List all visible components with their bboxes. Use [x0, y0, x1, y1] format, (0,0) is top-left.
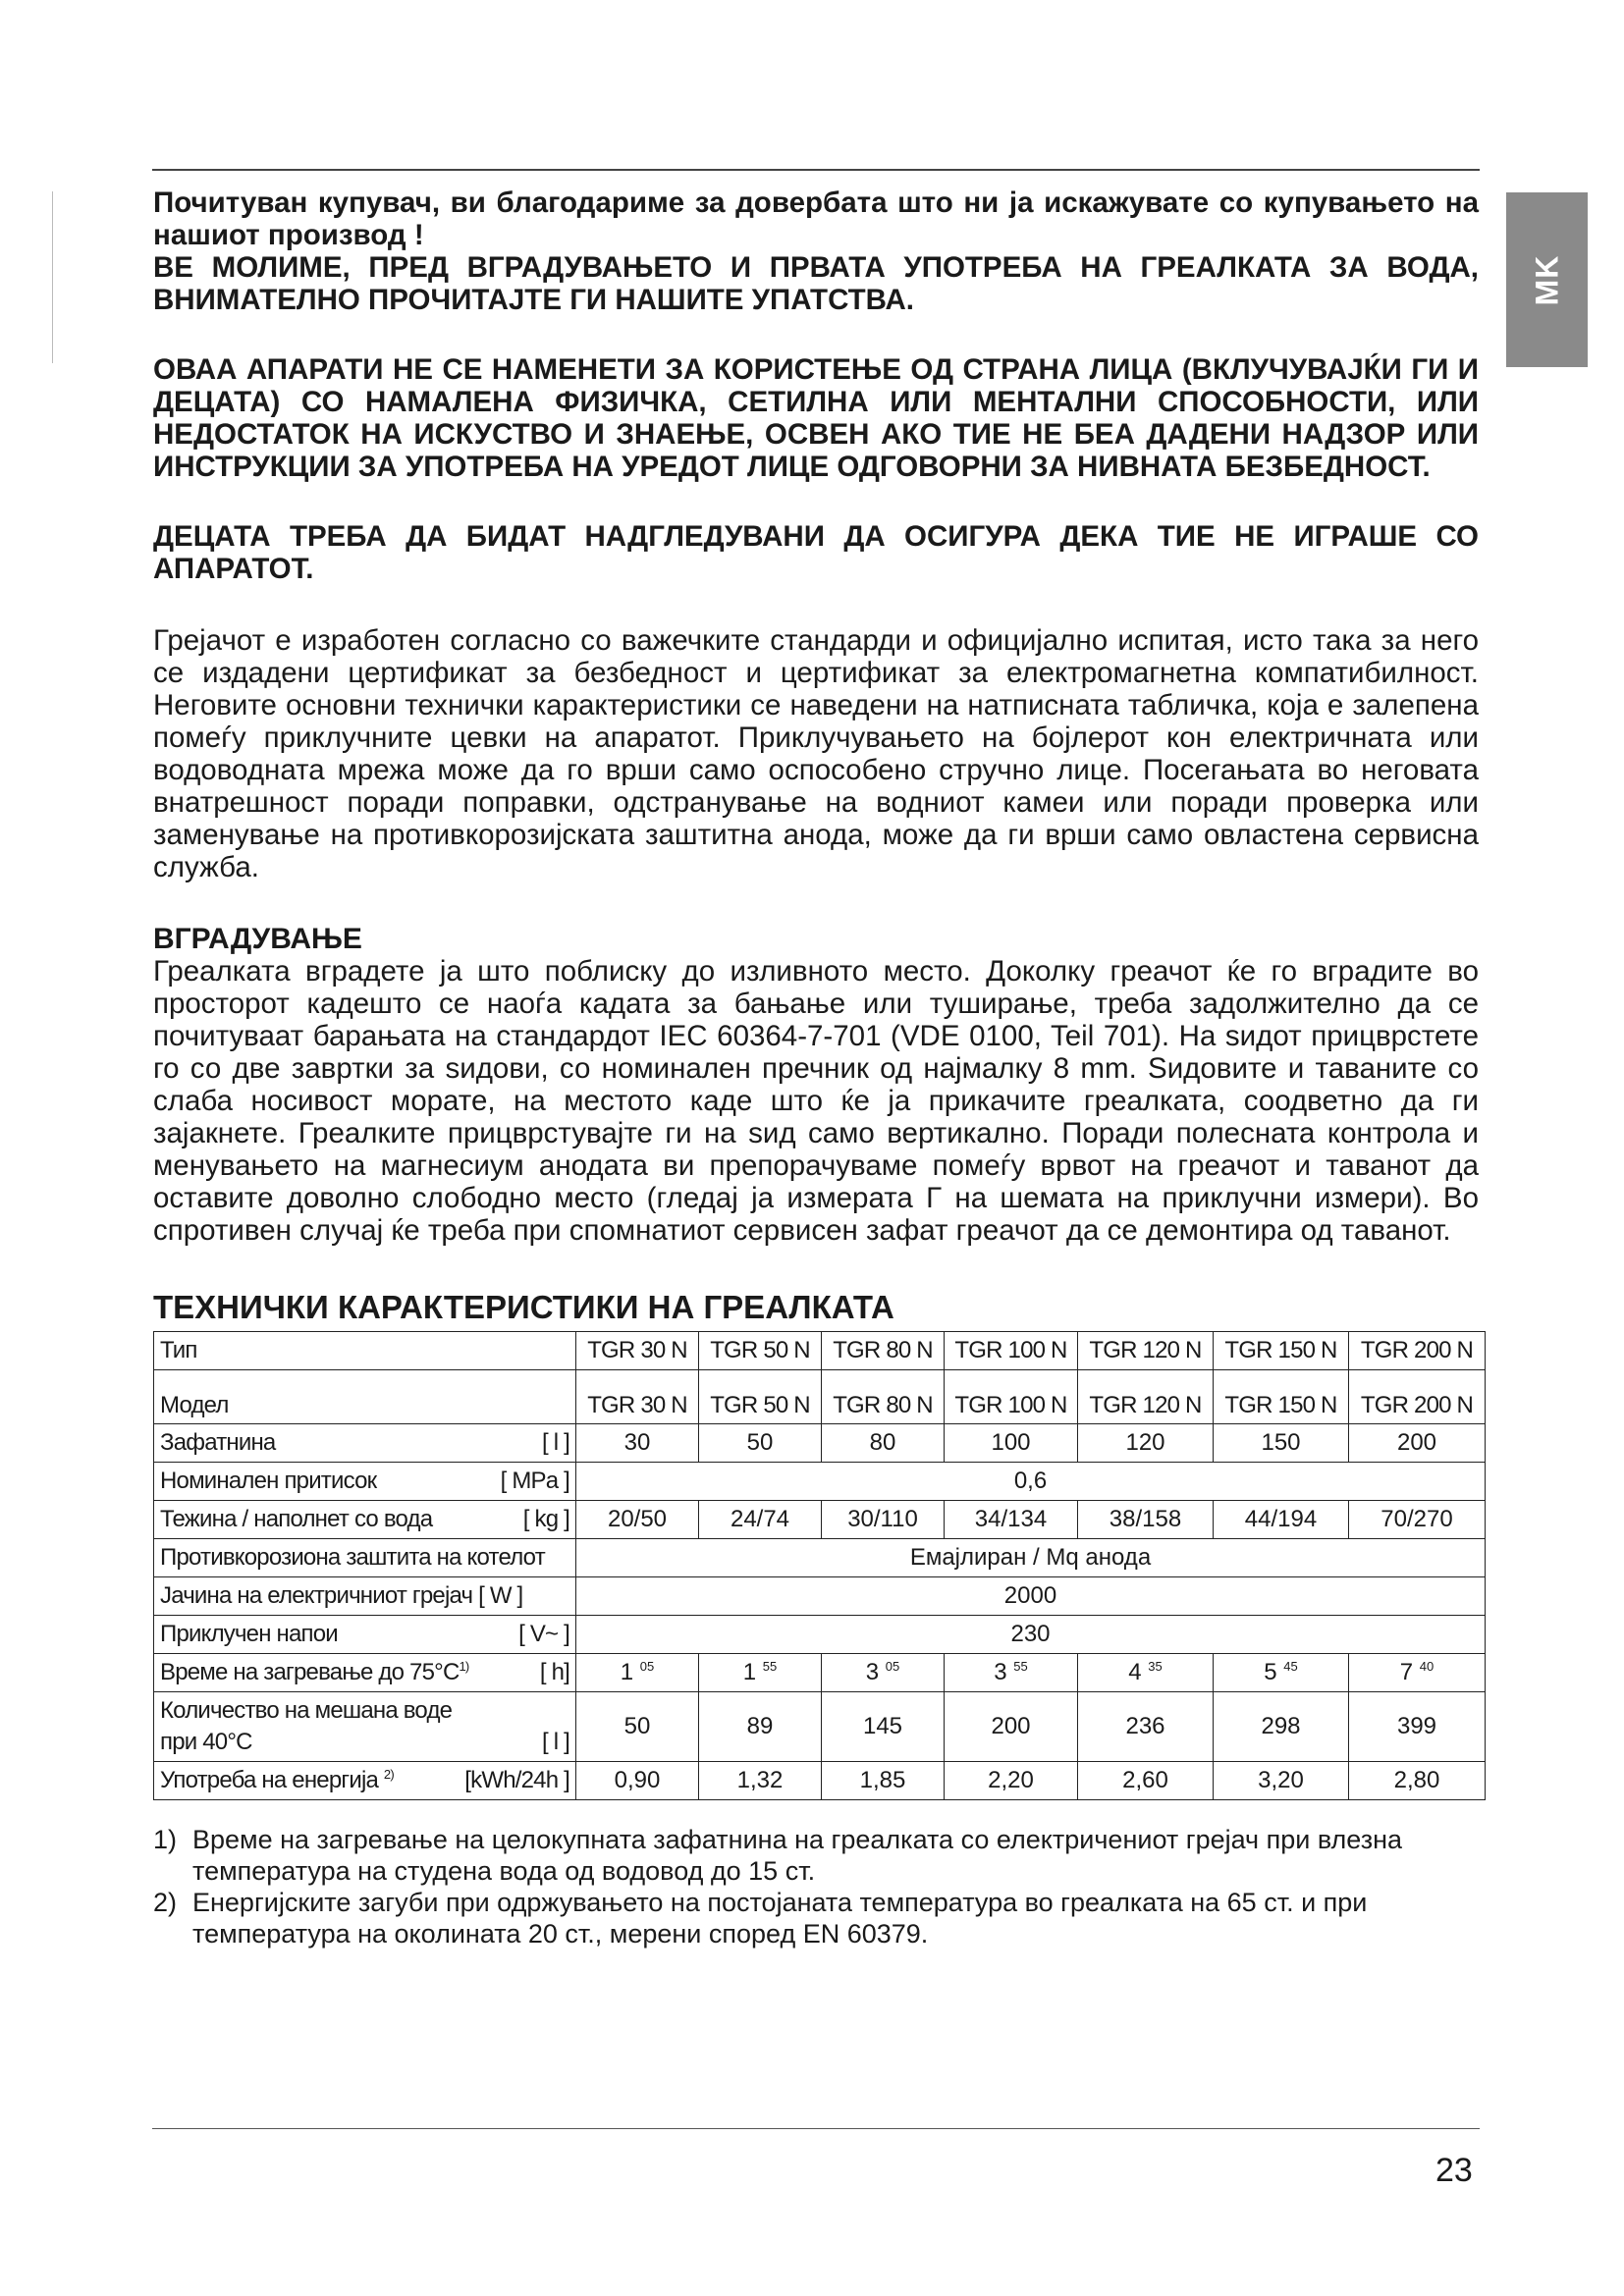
weight-cell: 34/134	[945, 1501, 1078, 1539]
weight-cell: 30/110	[822, 1501, 945, 1539]
heating-time-cell: 3 $^{05}$	[822, 1654, 945, 1692]
volume-label-cell	[154, 1424, 576, 1463]
model-cell: TGR 30 N	[576, 1370, 699, 1424]
mixed-water-cell: 399	[1349, 1692, 1486, 1762]
children-warning: ДЕЦАТА ТРЕБА ДА БИДАТ НАДГЛЕДУВАНИ ДА ОСИГУРА ДЕКА ТИЕ НЕ ИГРАШЕ СО АПАРАТОТ.	[153, 520, 1479, 585]
footnote-number: 2)	[153, 1888, 178, 1917]
mixed-water-label: Количество на мешана воде	[160, 1697, 453, 1724]
model-cell: TGR 200 N	[1349, 1370, 1486, 1424]
page-content	[153, 187, 1479, 1949]
corrosion-value: Емајлиран / Mq анода	[576, 1539, 1486, 1577]
energy-cell: 1,32	[699, 1762, 822, 1800]
table-row-type	[154, 1332, 1486, 1370]
pressure-label-cell	[154, 1463, 576, 1501]
table-row-volume	[154, 1424, 1486, 1463]
energy-cell: 1,85	[822, 1762, 945, 1800]
heater-power-label: Јачина на електричниот грејач [ W ]	[154, 1577, 576, 1616]
model-cell: TGR 50 N	[699, 1370, 822, 1424]
energy-note-mark: 2)	[383, 1767, 394, 1782]
energy-cell: 3,20	[1214, 1762, 1349, 1800]
volume-cell: 120	[1078, 1424, 1214, 1463]
page-number: 23	[1435, 2152, 1473, 2189]
specs-table	[153, 1331, 1486, 1800]
installation-heading: ВГРАДУВАЊЕ	[153, 923, 362, 955]
weight-cell: 38/158	[1078, 1501, 1214, 1539]
weight-label: Тежина / наполнет со вода	[160, 1506, 433, 1532]
energy-label: Употреба на енергија	[160, 1767, 379, 1793]
heating-time-cell: 3 $^{55}$	[945, 1654, 1078, 1692]
type-cell: TGR 150 N	[1214, 1332, 1349, 1370]
weight-cell: 24/74	[699, 1501, 822, 1539]
heating-time-cell: 1 $^{55}$	[699, 1654, 822, 1692]
language-tab	[1506, 192, 1588, 367]
volume-cell: 200	[1349, 1424, 1486, 1463]
heating-time-note-mark: 1)	[459, 1659, 469, 1674]
pressure-value: 0,6	[576, 1463, 1486, 1501]
mixed-water-temp: при 40°C	[160, 1729, 252, 1755]
pressure-label: Номинален притисок	[160, 1468, 377, 1494]
heating-time-cell: 5 $^{45}$	[1214, 1654, 1349, 1692]
volume-cell: 80	[822, 1424, 945, 1463]
pressure-unit: [ MPa ]	[500, 1468, 569, 1494]
safety-warning: ОВАА АПАРАТИ НЕ СЕ НАМЕНЕТИ ЗА КОРИСТЕЊЕ ОД СТРАНА ЛИЦА (ВКЛУЧУВАЈЌИ ГИ И ДЕЦАТА) СО НАМАЛЕНА ФИЗИЧКА, СЕТИЛНА ИЛИ МЕНТАЛНИ СПОСОБНОСТИ, ИЛИ НЕДОСТАТОК НА ИСКУСТВО И ЗНАЕЊЕ, ОСВЕН АКО ТИЕ НЕ БЕА ДАДЕНИ НАДЗОР ИЛИ ИНСТРУКЦИИ ЗА УПОТРЕБА НА УРЕДОТ ЛИЦЕ ОДГОВОРНИ ЗА НИВНАТА БЕЗБЕДНОСТ.	[153, 353, 1479, 483]
heating-time-label: Време на загревање до 75°C	[160, 1659, 460, 1685]
mixed-water-cell: 50	[576, 1692, 699, 1762]
model-cell: TGR 120 N	[1078, 1370, 1214, 1424]
weight-cell: 20/50	[576, 1501, 699, 1539]
installation-paragraph: Греалката вградете ја што поблиску до изливното место. Доколку греачот ќе го вградите во просторот кадешто се наоѓа кадата за бањање или туширање, треба задолжително да се почитуваат барањата на стандардот IEC 60364-7-701 (VDE 0100, Teil 701). На ѕидот прицврстете го со две завртки за ѕидови, со номинален пречник од најмалку 8 mm. Ѕидовите и таваните со слаба носивост морате, на местото каде што ќе ја прикачите греалката, соодветно да ги зајакнете. Греалките прицврстувајте ги на ѕид само вертикално. Поради полесната контрола и менувањето на магнесиум анодата ви препорачуваме помеѓу врвот на греачот и таванот да оставите доволно слободно место (гледај ја измерата Г на шемата на приклучни измери). Во спротивен случај ќе треба при спомнатиот сервисен зафат греачот да се демонтира од таванот.	[153, 955, 1479, 1247]
type-cell: TGR 120 N	[1078, 1332, 1214, 1370]
voltage-value: 230	[576, 1616, 1486, 1654]
volume-cell: 30	[576, 1424, 699, 1463]
heating-time-cell: 1 $^{05}$	[576, 1654, 699, 1692]
footnote	[153, 1824, 1479, 1887]
footnotes	[153, 1824, 1479, 1949]
mixed-water-label-cell	[154, 1692, 576, 1762]
weight-cell: 44/194	[1214, 1501, 1349, 1539]
top-rule	[152, 169, 1480, 171]
heating-time-cell: 7 $^{40}$	[1349, 1654, 1486, 1692]
energy-unit: [kWh/24h ]	[464, 1767, 569, 1793]
table-row-heater-power	[154, 1577, 1486, 1616]
specs-heading: ТЕХНИЧКИ КАРАКТЕРИСТИКИ НА ГРЕАЛКАТА	[153, 1289, 894, 1325]
heating-time-unit: [ h]	[539, 1659, 569, 1685]
table-row-mixed-water	[154, 1692, 1486, 1762]
table-row-heating-time	[154, 1654, 1486, 1692]
greeting-paragraph: Почитуван купувач, ви благодариме за довербата што ни ја искажувате со купувањето на нашиот производ !	[153, 187, 1479, 251]
energy-cell: 2,60	[1078, 1762, 1214, 1800]
volume-cell: 100	[945, 1424, 1078, 1463]
type-label: Тип	[154, 1332, 576, 1370]
margin-line	[52, 191, 53, 363]
type-cell: TGR 80 N	[822, 1332, 945, 1370]
bottom-rule	[152, 2128, 1480, 2129]
energy-cell: 2,80	[1349, 1762, 1486, 1800]
type-cell: TGR 200 N	[1349, 1332, 1486, 1370]
table-row-pressure	[154, 1463, 1486, 1501]
model-label: Модел	[154, 1370, 576, 1424]
footnote-text: Време на загревање на целокупната зафатнина на греалката со електричениот грејач при влезна температура на студена вода од водовод до 15 ст.	[192, 1825, 1403, 1886]
voltage-label: Приклучен напои	[160, 1621, 338, 1647]
volume-unit: [ l ]	[541, 1429, 569, 1456]
voltage-label-cell	[154, 1616, 576, 1654]
voltage-unit: [ V~ ]	[518, 1621, 569, 1647]
heating-time-cell: 4 $^{35}$	[1078, 1654, 1214, 1692]
table-row-corrosion	[154, 1539, 1486, 1577]
heating-time-label-cell	[154, 1654, 576, 1692]
model-cell: TGR 150 N	[1214, 1370, 1349, 1424]
mixed-water-unit: [ l ]	[541, 1729, 569, 1755]
type-cell: TGR 30 N	[576, 1332, 699, 1370]
footnote	[153, 1887, 1479, 1949]
corrosion-label: Противкорозиона заштита на котелот	[154, 1539, 576, 1577]
mixed-water-cell: 89	[699, 1692, 822, 1762]
type-cell: TGR 100 N	[945, 1332, 1078, 1370]
heater-power-value: 2000	[576, 1577, 1486, 1616]
energy-cell: 0,90	[576, 1762, 699, 1800]
model-cell: TGR 80 N	[822, 1370, 945, 1424]
table-row-voltage	[154, 1616, 1486, 1654]
read-instructions-warning: ВЕ МОЛИМЕ, ПРЕД ВГРАДУВАЊЕТО И ПРВАТА УПОТРЕБА НА ГРЕАЛКАТА ЗА ВОДА, ВНИМАТЕЛНО ПРОЧИТАЈТЕ ГИ НАШИТЕ УПАТСТВА.	[153, 251, 1479, 316]
type-cell: TGR 50 N	[699, 1332, 822, 1370]
model-cell: TGR 100 N	[945, 1370, 1078, 1424]
volume-cell: 50	[699, 1424, 822, 1463]
language-tab-label: MK	[1528, 254, 1564, 305]
weight-label-cell	[154, 1501, 576, 1539]
footnote-number: 1)	[153, 1825, 178, 1854]
weight-cell: 70/270	[1349, 1501, 1486, 1539]
energy-label-cell	[154, 1762, 576, 1800]
mixed-water-cell: 200	[945, 1692, 1078, 1762]
mixed-water-cell: 145	[822, 1692, 945, 1762]
footnote-text: Енергијските загуби при одржувањето на постојаната температура во греалката на 65 ст. и при температура на околината 20 ст., мерени според EN 60379.	[192, 1888, 1368, 1949]
table-row-model	[154, 1370, 1486, 1424]
energy-cell: 2,20	[945, 1762, 1078, 1800]
certification-paragraph: Грејачот е изработен согласно со важечките стандарди и официјално испитая, исто така за него се издадени цертификат за безбедност и цертификат за електромагнетна компатибилност. Неговите основни технички карактеристики се наведени на натписната табличка, која е залепена помеѓу приклучните цевки на апаратот. Приклучувањето на бојлерот кон електричната или водоводната мрежа може да го врши само оспособено стручно лице. Посегањата во неговата внатрешност поради поправки, одстранување на водниот камеи или поради проверка или заменување на противкорозијската заштитна анода, може да ги врши само овластена сервисна служба.	[153, 624, 1479, 883]
mixed-water-cell: 236	[1078, 1692, 1214, 1762]
volume-label: Зафатнина	[160, 1429, 276, 1456]
table-row-energy	[154, 1762, 1486, 1800]
table-row-weight	[154, 1501, 1486, 1539]
weight-unit: [ kg ]	[522, 1506, 569, 1532]
mixed-water-cell: 298	[1214, 1692, 1349, 1762]
volume-cell: 150	[1214, 1424, 1349, 1463]
